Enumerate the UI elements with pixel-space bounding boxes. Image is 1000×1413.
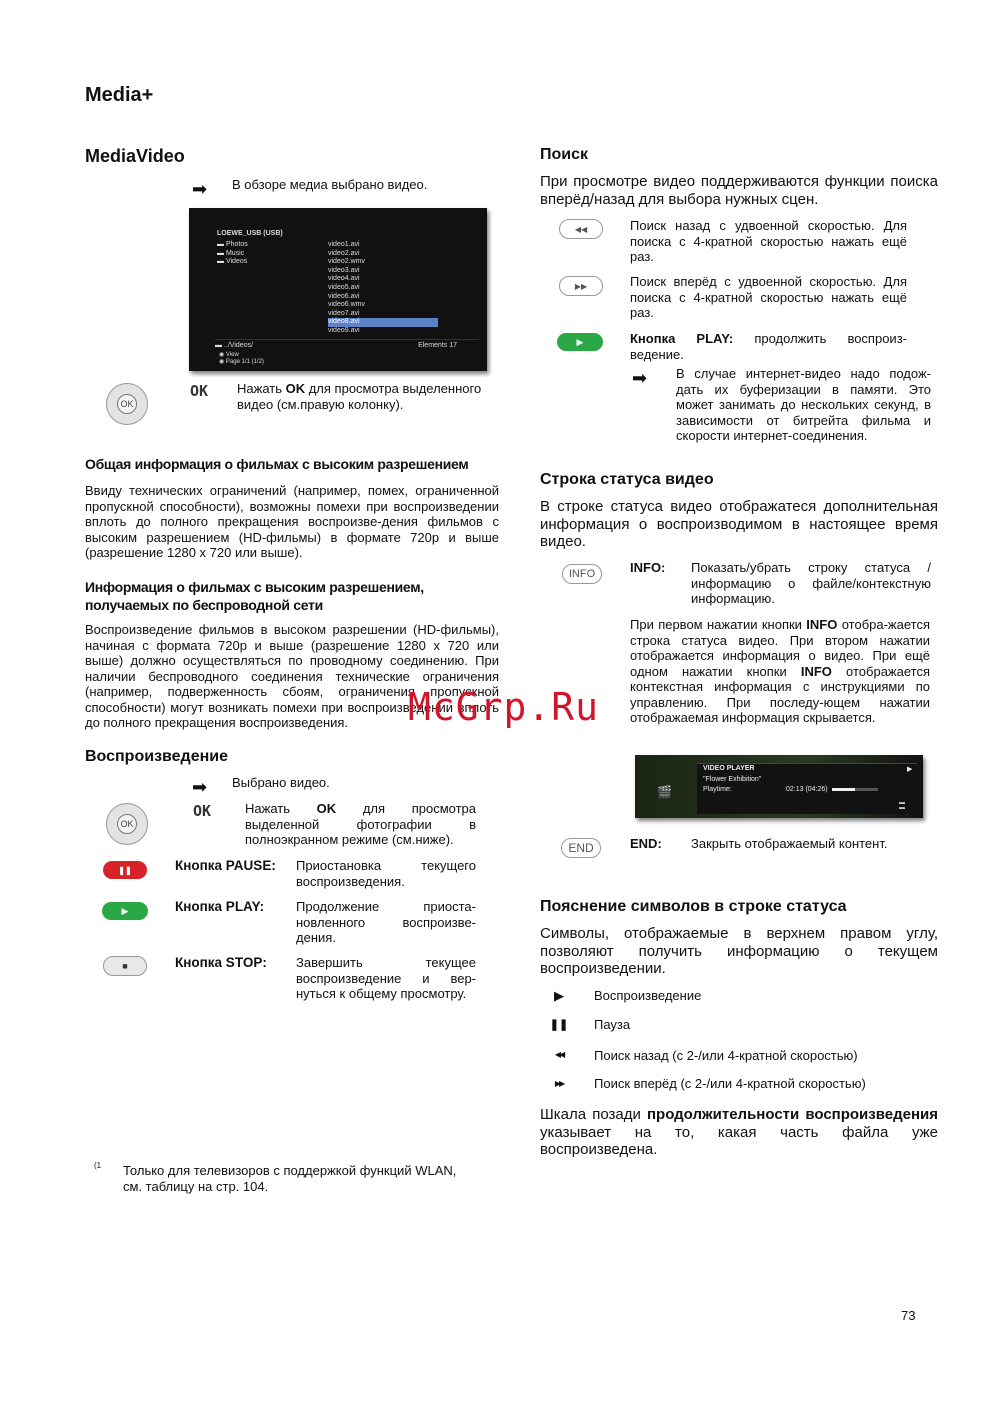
mediavideo-note: В обзоре медиа выбрано видео.: [232, 177, 428, 192]
view-info: ◉ View ◉ Page 1/1 (1/2): [219, 352, 264, 365]
rewind-button-graphic: [559, 219, 603, 239]
file-item-selected: video8.avi: [328, 318, 438, 327]
info-text: Показать/убрать строку статуса / информацию о файле/контекстную информацию.: [691, 560, 931, 606]
footnote-mark: (1: [94, 1161, 102, 1170]
elements-count: Elements 17: [418, 342, 457, 349]
rewind-icon: ◀◀: [554, 1050, 564, 1059]
status-title: Строка статуса видео: [540, 471, 714, 488]
file-item: video1.avi: [328, 241, 360, 248]
folder-item: ▬ Music: [217, 249, 245, 257]
play-button-graphic: [557, 333, 603, 351]
file-item: video2.avi: [328, 249, 360, 257]
hd-general-title: Общая информация о фильмах с высоким разрешением: [85, 456, 469, 472]
page-header: Media+: [85, 84, 154, 106]
playtime-value: 02:13 (04:26): [786, 786, 828, 793]
play-icon: ▶: [907, 766, 913, 773]
progress-fill: [832, 788, 855, 791]
ok-label: OK: [193, 802, 212, 820]
arrow-right-icon: ➡: [632, 368, 648, 388]
hd-wireless-text: Воспроизведение фильмов в высоком разрешении (HD-фильмы), начиная с формата 720p и выше (разрешение 1280 x 720 или выше) должно осуществляться по проводному соединению. При наличии беспроводного соединения технические ограничения (например, подверженность сбоям, ограничения пропускной способности) могут возникать помехи при воспроизведении вплоть до полного прекращения воспроизведения.: [85, 622, 499, 730]
arrow-right-icon: ➡: [192, 777, 208, 797]
file-item: video2.wmv: [328, 258, 365, 266]
footnote-text: Только для телевизоров с поддержкой функций WLAN, см. таблицу на стр. 104.: [123, 1163, 457, 1194]
stop-button-text: Завершить текущее воспроизведение и вер-нуться к общему просмотру.: [296, 955, 476, 1001]
symbol-row: [549, 988, 569, 1004]
symbol-row: [549, 1018, 569, 1031]
playback-title: Воспроизведение: [85, 748, 228, 765]
page-number: 73: [901, 1308, 916, 1323]
file-item: video6.avi: [328, 292, 360, 300]
watermark: McGrp.Ru: [408, 685, 600, 729]
ok-button-graphic: OK: [106, 383, 148, 425]
pause-button-label: Кнопка PAUSE:: [175, 858, 276, 873]
end-button-graphic: END: [561, 838, 601, 858]
symbols-title: Пояснение символов в строке статуса: [540, 898, 847, 915]
folder-icon: ▬: [215, 342, 224, 349]
playback-note: Выбрано видео.: [232, 775, 330, 790]
symbols-intro: Символы, отображаемые в верхнем правом углу, позволяют получить информацию о текущем воспроизведении.: [540, 925, 938, 977]
symbol-row: [549, 1050, 569, 1059]
buttons-icon: ▬ ▬: [899, 800, 905, 811]
screen-footer: [215, 339, 479, 349]
ok-instruction: Нажать OK для просмотра выделенного видео (см.правую колонку).: [237, 381, 482, 412]
file-item: video6.wmv: [328, 301, 365, 309]
fast-forward-icon: ▶▶: [574, 281, 588, 291]
media-browser-screenshot: [189, 208, 487, 371]
playtime-label: Playtime:: [703, 786, 732, 793]
pause-icon: ❚❚: [549, 1019, 569, 1031]
info-label: INFO:: [630, 560, 666, 575]
hd-general-text: Ввиду технических ограничений (например, помех, ограниченной пропускной способности), возможны помехи при воспроизведении вплоть до полного прекращения воспроизве-дения фильмов с высоким разрешением (HD-фильмы) в формате 720p и выше (разрешение 1280 x 720 или выше).: [85, 483, 499, 560]
symbols-outro: Шкала позади продолжительности воспроизведения указывает на то, какая часть файла уже воспроизведена.: [540, 1106, 938, 1158]
pause-button-text: Приостановка текущего воспроизведения.: [296, 858, 476, 889]
file-list: [328, 241, 438, 336]
end-text: Закрыть отображаемый контент.: [691, 836, 888, 851]
end-label: END:: [630, 836, 662, 851]
forward-text: Поиск вперёд с удвоенной скоростью. Для поиска с 4-кратной скоростью нажать ещё раз.: [630, 274, 907, 320]
search-title: Поиск: [540, 146, 589, 163]
device-label: LOEWE_USB (USB): [217, 230, 283, 237]
pause-icon: ❚❚: [118, 865, 132, 875]
stop-button-label: Кнопка STOP:: [175, 955, 267, 970]
folder-list: [217, 241, 248, 267]
play-icon: ▶: [554, 988, 564, 1003]
path-label: ../Videos/: [223, 342, 254, 349]
search-intro: При просмотре видео поддерживаются функции поиска вперёд/назад для выбора нужных сцен.: [540, 173, 938, 208]
symbol-row: [549, 1079, 569, 1088]
hd-wireless-title: Информация о фильмах с высоким разрешением, получаемых по беспроводной сети: [85, 579, 424, 613]
play-button-text: Продолжение приоста-новленного воспроизве-дения.: [296, 899, 476, 945]
play-button-label: Кнопка PLAY:: [630, 331, 734, 346]
search-play-text: Кнопка PLAY: продолжить воспроиз-ведение.: [630, 331, 907, 362]
status-intro: В строке статуса видео отображатеся дополнительная информация о воспроизводимом в настоящее время видео.: [540, 498, 938, 550]
fast-forward-icon: ▶▶: [554, 1079, 564, 1088]
rewind-icon: ◀◀: [574, 224, 588, 234]
info-paragraph: При первом нажатии кнопки INFO отобра-жается строка статуса видео. При втором нажатии отображается информация о видео. При ещё одном нажатии кнопки INFO отображается контекстная информация с инструкциями по управлению. При последу-ющем нажатии отображаемая информация скрывается.: [630, 617, 931, 725]
symbol-text: Поиск вперёд (с 2-/или 4-кратной скоростью): [594, 1076, 866, 1091]
file-item: video9.avi: [328, 326, 360, 334]
progress-bar: [832, 788, 878, 791]
rewind-text: Поиск назад с удвоенной скоростью. Для поиска с 4-кратной скоростью нажать ещё раз.: [630, 218, 907, 264]
film-icon: 🎬: [657, 785, 672, 799]
file-item: video3.avi: [328, 266, 360, 274]
folder-item: ▬ Photos: [217, 241, 248, 248]
ok-label: OK: [190, 382, 209, 400]
ok-button-graphic: OK: [106, 803, 148, 845]
info-button-graphic: INFO: [562, 564, 602, 584]
player-header: VIDEO PLAYER: [703, 765, 755, 772]
player-title: "Flower Exhibition": [703, 776, 762, 783]
play-icon: ▶: [576, 336, 584, 347]
symbol-text: Поиск назад (с 2-/или 4-кратной скоростью): [594, 1048, 858, 1063]
symbol-text: Пауза: [594, 1017, 631, 1032]
arrow-right-icon: ➡: [192, 179, 208, 199]
file-item: video7.avi: [328, 309, 360, 317]
file-item: video5.avi: [328, 283, 360, 291]
stop-icon: ■: [122, 961, 128, 971]
play-button-label: Кнопка PLAY:: [175, 899, 265, 914]
symbol-text: Воспроизведение: [594, 988, 702, 1003]
folder-item: ▬ Videos: [217, 258, 248, 265]
video-player-screenshot: [635, 755, 923, 818]
file-item: video4.avi: [328, 275, 360, 283]
play-icon: ▶: [121, 905, 129, 916]
section-title-mediavideo: MediaVideo: [85, 146, 185, 166]
pause-button-graphic: [103, 861, 147, 879]
search-note: В случае интернет-видео надо подож-дать их буферизации в памяти. Это может занимать до нескольких секунд, в зависимости от битрейта фильма и скорости интернет-соединения.: [676, 366, 931, 443]
ok-fullscreen-instruction: Нажать OK для просмотра выделенной фотографии в полноэкранном режиме (см.ниже).: [245, 801, 476, 847]
play-button-graphic: [102, 902, 148, 920]
forward-button-graphic: [559, 276, 603, 296]
stop-button-graphic: [103, 956, 147, 976]
